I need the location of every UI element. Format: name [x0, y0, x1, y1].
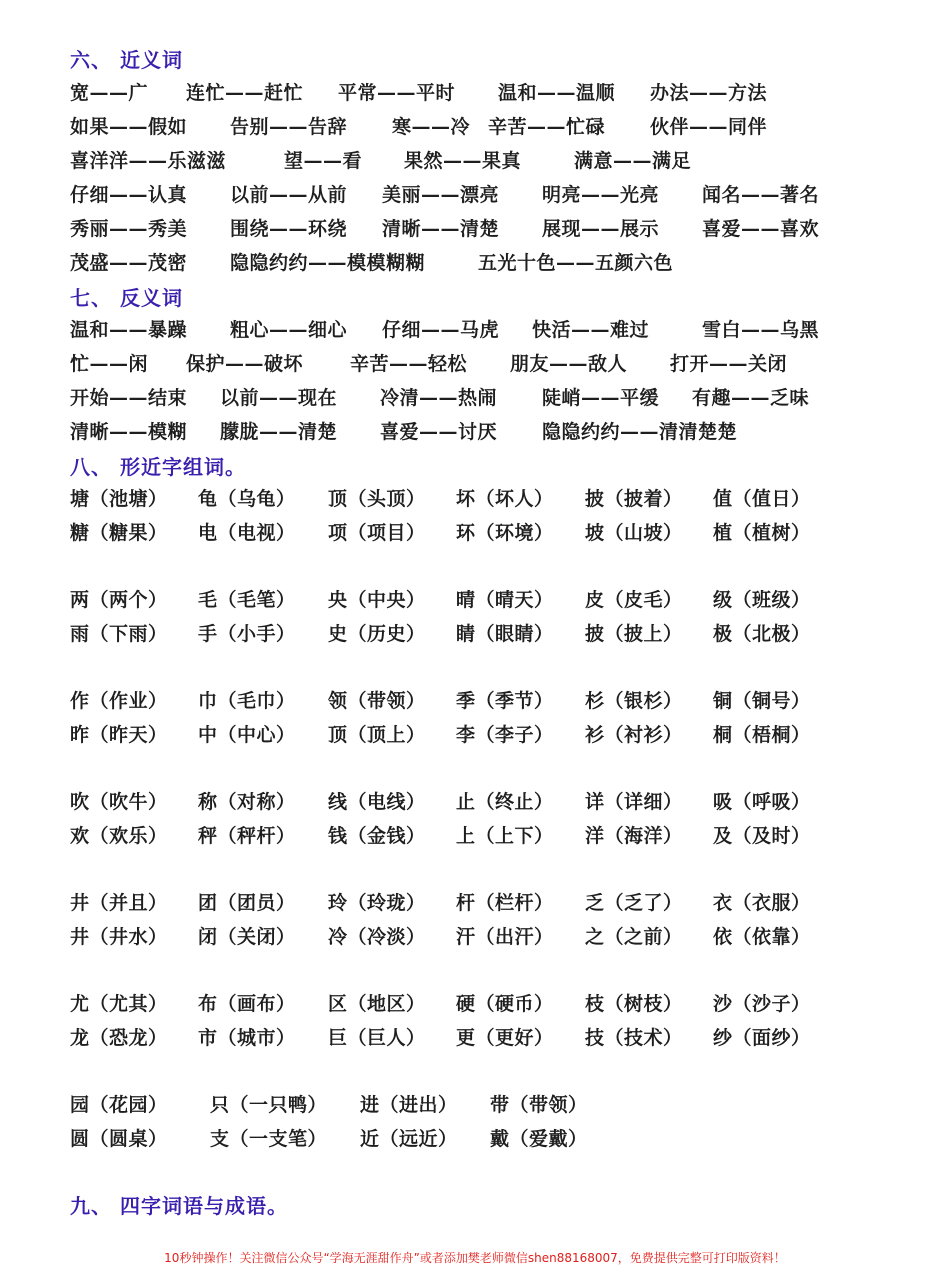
word-pair: 连忙——赶忙	[186, 82, 304, 104]
word-pair: 雪白——乌黑	[702, 319, 820, 341]
word-pair: 辛苦——轻松	[350, 353, 468, 375]
char-word-item: 之（之前）	[585, 926, 683, 948]
similar-chars-row	[70, 619, 930, 651]
similar-chars-row	[70, 989, 930, 1021]
char-word-item: 手（小手）	[198, 623, 296, 645]
word-pair: 闻名——著名	[702, 184, 820, 206]
word-pair: 望——看	[284, 150, 363, 172]
char-word-item: 更（更好）	[456, 1027, 554, 1049]
char-word-item: 龟（乌龟）	[198, 488, 296, 510]
char-word-item: 详（详细）	[585, 791, 683, 813]
char-word-item: 井（井水）	[70, 926, 168, 948]
synonyms-row	[70, 112, 930, 144]
word-pair: 隐隐约约——清清楚楚	[542, 421, 738, 443]
word-pair: 寒——冷	[392, 116, 471, 138]
word-pair: 平常——平时	[338, 82, 456, 104]
similar-chars-row	[70, 1124, 930, 1156]
char-word-item: 上（上下）	[456, 825, 554, 847]
synonyms-row	[70, 180, 930, 212]
word-pair: 办法——方法	[650, 82, 768, 104]
char-word-item: 支（一支笔）	[210, 1128, 328, 1150]
char-word-item: 沙（沙子）	[713, 993, 811, 1015]
word-pair: 秀丽——秀美	[70, 218, 188, 240]
footer-notice: 10秒钟操作！关注微信公众号“学海无涯甜作舟”或者添加樊老师微信shen88168007，免费提供完整可打印版资料！	[164, 1251, 786, 1265]
synonyms-row	[70, 248, 930, 280]
antonyms-heading: 七、 反义词	[70, 286, 183, 310]
char-word-item: 杉（银杉）	[585, 690, 683, 712]
char-word-item: 纱（面纱）	[713, 1027, 811, 1049]
char-word-item: 布（画布）	[198, 993, 296, 1015]
char-word-item: 进（进出）	[360, 1094, 458, 1116]
char-word-item: 欢（欢乐）	[70, 825, 168, 847]
char-word-item: 披（披着）	[585, 488, 683, 510]
word-pair: 清晰——清楚	[382, 218, 500, 240]
char-word-item: 铜（铜号）	[713, 690, 811, 712]
word-pair: 以前——现在	[220, 387, 338, 409]
char-word-item: 闭（关闭）	[198, 926, 296, 948]
char-word-item: 园（花园）	[70, 1094, 168, 1116]
word-pair: 保护——破坏	[186, 353, 304, 375]
word-pair: 有趣——乏味	[692, 387, 810, 409]
char-word-item: 睛（眼睛）	[456, 623, 554, 645]
similar-chars-row	[70, 686, 930, 718]
char-word-item: 及（及时）	[713, 825, 811, 847]
char-word-item: 糖（糖果）	[70, 522, 168, 544]
word-pair: 打开——关闭	[670, 353, 788, 375]
char-word-item: 中（中心）	[198, 724, 296, 746]
char-word-item: 近（远近）	[360, 1128, 458, 1150]
char-word-item: 技（技术）	[585, 1027, 683, 1049]
char-word-item: 毛（毛笔）	[198, 589, 296, 611]
word-pair: 快活——难过	[532, 319, 650, 341]
word-pair: 朋友——敌人	[510, 353, 628, 375]
char-word-item: 圆（圆桌）	[70, 1128, 168, 1150]
char-word-item: 巾（毛巾）	[198, 690, 296, 712]
char-word-item: 晴（晴天）	[456, 589, 554, 611]
antonyms-row	[70, 315, 930, 347]
word-pair: 开始——结束	[70, 387, 188, 409]
char-word-item: 称（对称）	[198, 791, 296, 813]
word-pair: 伙伴——同伴	[650, 116, 768, 138]
char-word-item: 环（环境）	[456, 522, 554, 544]
word-pair: 以前——从前	[230, 184, 348, 206]
word-pair: 仔细——马虎	[382, 319, 500, 341]
char-word-item: 级（班级）	[713, 589, 811, 611]
antonyms-row	[70, 349, 930, 381]
similar-chars-row	[70, 518, 930, 550]
char-word-item: 皮（皮毛）	[585, 589, 683, 611]
similar-chars-row	[70, 484, 930, 516]
char-word-item: 衫（衬衫）	[585, 724, 683, 746]
synonyms-row	[70, 214, 930, 246]
similar-chars-heading: 八、 形近字组词。	[70, 455, 246, 479]
word-pair: 明亮——光亮	[542, 184, 660, 206]
char-word-item: 杆（栏杆）	[456, 892, 554, 914]
word-pair: 辛苦——忙碌	[488, 116, 606, 138]
word-pair: 喜爱——喜欢	[702, 218, 820, 240]
similar-chars-row	[70, 1090, 930, 1122]
word-pair: 告别——告辞	[230, 116, 348, 138]
char-word-item: 央（中央）	[328, 589, 426, 611]
char-word-item: 龙（恐龙）	[70, 1027, 168, 1049]
char-word-item: 李（李子）	[456, 724, 554, 746]
word-pair: 围绕——环绕	[230, 218, 348, 240]
word-pair: 展现——展示	[542, 218, 660, 240]
antonyms-row	[70, 383, 930, 415]
char-word-item: 值（值日）	[713, 488, 811, 510]
char-word-item: 坏（坏人）	[456, 488, 554, 510]
char-word-item: 区（地区）	[328, 993, 426, 1015]
char-word-item: 坡（山坡）	[585, 522, 683, 544]
word-pair: 五光十色——五颜六色	[478, 252, 674, 274]
word-pair: 喜爱——讨厌	[380, 421, 498, 443]
word-pair: 温和——暴躁	[70, 319, 188, 341]
word-pair: 美丽——漂亮	[382, 184, 500, 206]
char-word-item: 项（项目）	[328, 522, 426, 544]
char-word-item: 昨（昨天）	[70, 724, 168, 746]
char-word-item: 披（披上）	[585, 623, 683, 645]
char-word-item: 钱（金钱）	[328, 825, 426, 847]
idioms-heading: 九、 四字词语与成语。	[70, 1194, 288, 1218]
char-word-item: 洋（海洋）	[585, 825, 683, 847]
word-pair: 宽——广	[70, 82, 149, 104]
char-word-item: 戴（爱戴）	[490, 1128, 588, 1150]
synonyms-row	[70, 146, 930, 178]
char-word-item: 枝（树枝）	[585, 993, 683, 1015]
char-word-item: 塘（池塘）	[70, 488, 168, 510]
char-word-item: 井（并且）	[70, 892, 168, 914]
char-word-item: 植（植树）	[713, 522, 811, 544]
char-word-item: 乏（乏了）	[585, 892, 683, 914]
word-pair: 喜洋洋——乐滋滋	[70, 150, 227, 172]
char-word-item: 顶（头顶）	[328, 488, 426, 510]
similar-chars-row	[70, 888, 930, 920]
char-word-item: 依（依靠）	[713, 926, 811, 948]
word-pair: 果然——果真	[404, 150, 522, 172]
similar-chars-row	[70, 1023, 930, 1055]
char-word-item: 作（作业）	[70, 690, 168, 712]
char-word-item: 带（带领）	[490, 1094, 588, 1116]
char-word-item: 桐（梧桐）	[713, 724, 811, 746]
word-pair: 朦胧——清楚	[220, 421, 338, 443]
char-word-item: 顶（顶上）	[328, 724, 426, 746]
char-word-item: 汗（出汗）	[456, 926, 554, 948]
similar-chars-row	[70, 585, 930, 617]
word-pair: 如果——假如	[70, 116, 188, 138]
word-pair: 满意——满足	[574, 150, 692, 172]
word-pair: 隐隐约约——模模糊糊	[230, 252, 426, 274]
char-word-item: 秤（秤杆）	[198, 825, 296, 847]
char-word-item: 季（季节）	[456, 690, 554, 712]
char-word-item: 史（历史）	[328, 623, 426, 645]
word-pair: 温和——温顺	[498, 82, 616, 104]
char-word-item: 电（电视）	[198, 522, 296, 544]
char-word-item: 巨（巨人）	[328, 1027, 426, 1049]
word-pair: 仔细——认真	[70, 184, 188, 206]
similar-chars-row	[70, 821, 930, 853]
char-word-item: 极（北极）	[713, 623, 811, 645]
word-pair: 忙——闲	[70, 353, 149, 375]
word-pair: 陡峭——平缓	[542, 387, 660, 409]
char-word-item: 团（团员）	[198, 892, 296, 914]
char-word-item: 玲（玲珑）	[328, 892, 426, 914]
char-word-item: 只（一只鸭）	[210, 1094, 328, 1116]
synonyms-row	[70, 78, 930, 110]
antonyms-row	[70, 417, 930, 449]
char-word-item: 吸（呼吸）	[713, 791, 811, 813]
char-word-item: 两（两个）	[70, 589, 168, 611]
similar-chars-row	[70, 922, 930, 954]
char-word-item: 尤（尤其）	[70, 993, 168, 1015]
word-pair: 冷清——热闹	[380, 387, 498, 409]
similar-chars-row	[70, 720, 930, 752]
char-word-item: 吹（吹牛）	[70, 791, 168, 813]
synonyms-heading: 六、 近义词	[70, 48, 183, 72]
char-word-item: 衣（衣服）	[713, 892, 811, 914]
word-pair: 茂盛——茂密	[70, 252, 188, 274]
char-word-item: 领（带领）	[328, 690, 426, 712]
similar-chars-row	[70, 787, 930, 819]
char-word-item: 线（电线）	[328, 791, 426, 813]
char-word-item: 止（终止）	[456, 791, 554, 813]
word-pair: 粗心——细心	[230, 319, 348, 341]
word-pair: 清晰——模糊	[70, 421, 188, 443]
char-word-item: 硬（硬币）	[456, 993, 554, 1015]
char-word-item: 冷（冷淡）	[328, 926, 426, 948]
char-word-item: 市（城市）	[198, 1027, 296, 1049]
char-word-item: 雨（下雨）	[70, 623, 168, 645]
